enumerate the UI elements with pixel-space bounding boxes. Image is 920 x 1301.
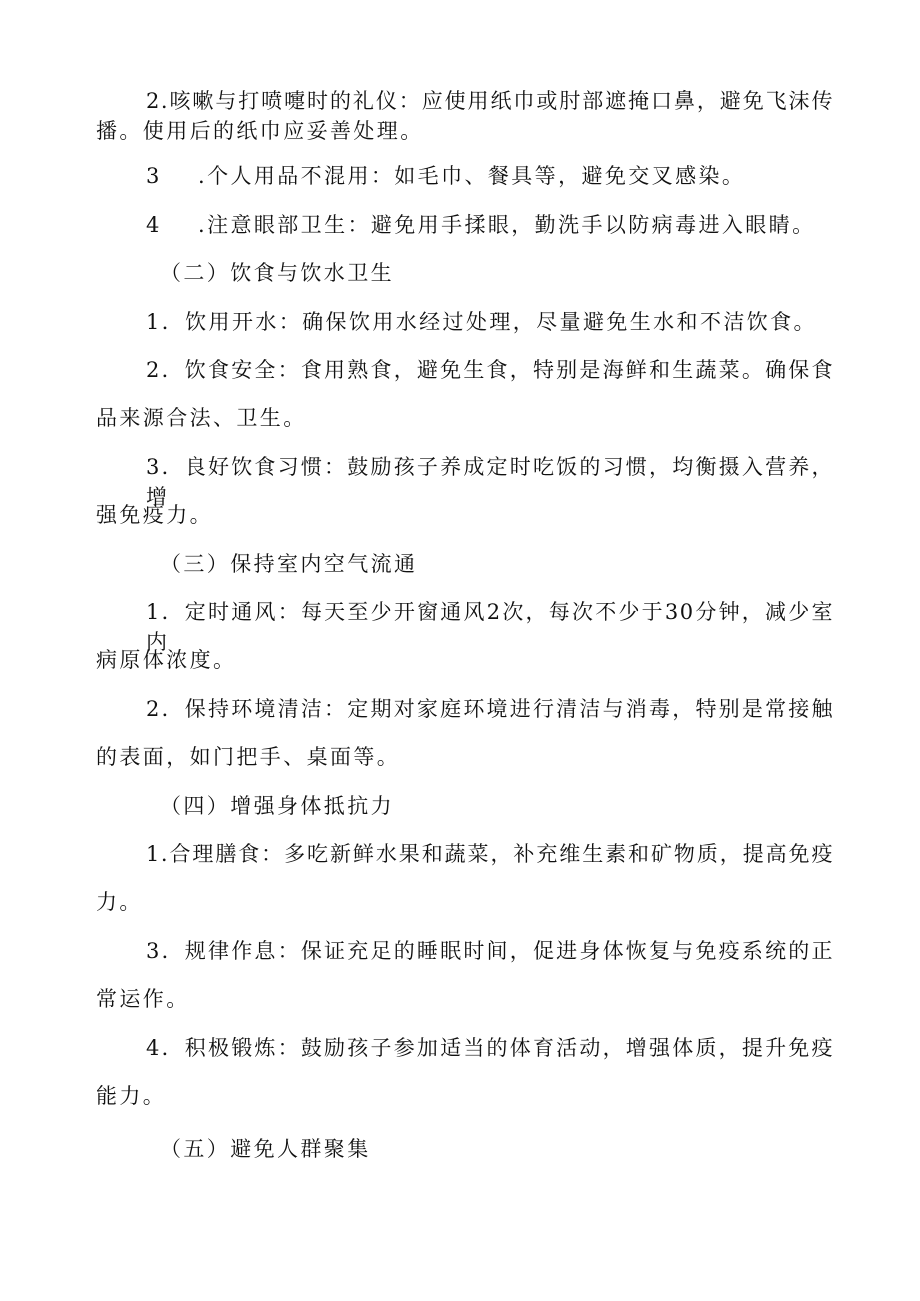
- list-item: [146, 161, 745, 191]
- list-text: .注意眼部卫生：避免用手揉眼，勤洗手以防病毒进入眼睛。: [198, 213, 816, 237]
- paragraph-line: 2.咳嗽与打喷嚏时的礼仪：应使用纸巾或肘部遮掩口鼻，避免飞沫传: [146, 89, 834, 113]
- paragraph-line: 强免疫力。: [96, 503, 213, 527]
- paragraph-line: 1.合理膳食：多吃新鲜水果和蔬菜，补充维生素和矿物质，提高免疫: [146, 842, 834, 866]
- paragraph-line: 的表面，如门把手、桌面等。: [96, 745, 401, 769]
- paragraph-line: 3．规律作息：保证充足的睡眠时间，促进身体恢复与免疫系统的正: [146, 939, 834, 963]
- paragraph-line: 病原体浓度。: [96, 648, 237, 672]
- paragraph-line: 播。使用后的纸巾应妥善处理。: [96, 119, 424, 143]
- paragraph-line: 2．饮食安全：食用熟食，避免生食，特别是海鲜和生蔬菜。确保食: [146, 358, 834, 382]
- paragraph-line: 能力。: [96, 1084, 167, 1108]
- list-number: 4: [146, 213, 162, 237]
- section-heading: （二）饮食与饮水卫生: [160, 261, 394, 285]
- section-heading: （五）避免人群聚集: [160, 1137, 371, 1161]
- list-number: 3: [146, 164, 162, 188]
- paragraph-line: 1．定时通风：每天至少开窗通风2次，每次不少于30分钟，减少室内: [146, 600, 834, 654]
- list-item: [146, 210, 815, 240]
- section-heading: （三）保持室内空气流通: [160, 552, 418, 576]
- paragraph-line: 常运作。: [96, 987, 190, 1011]
- paragraph-line: 2．保持环境清洁：定期对家庭环境进行清洁与消毒，特别是常接触: [146, 697, 834, 721]
- paragraph-line: 力。: [96, 890, 143, 914]
- paragraph-line: 品来源合法、卫生。: [96, 406, 307, 430]
- paragraph-line: 4．积极锻炼：鼓励孩子参加适当的体育活动，增强体质，提升免疫: [146, 1036, 834, 1060]
- paragraph-line: 1．饮用开水：确保饮用水经过处理，尽量避免生水和不洁饮食。: [146, 310, 817, 334]
- paragraph-line: 3．良好饮食习惯：鼓励孩子养成定时吃饭的习惯，均衡摄入营养，增: [146, 455, 834, 509]
- list-text: .个人用品不混用：如毛巾、餐具等，避免交叉感染。: [198, 164, 746, 188]
- section-heading: （四）增强身体抵抗力: [160, 794, 394, 818]
